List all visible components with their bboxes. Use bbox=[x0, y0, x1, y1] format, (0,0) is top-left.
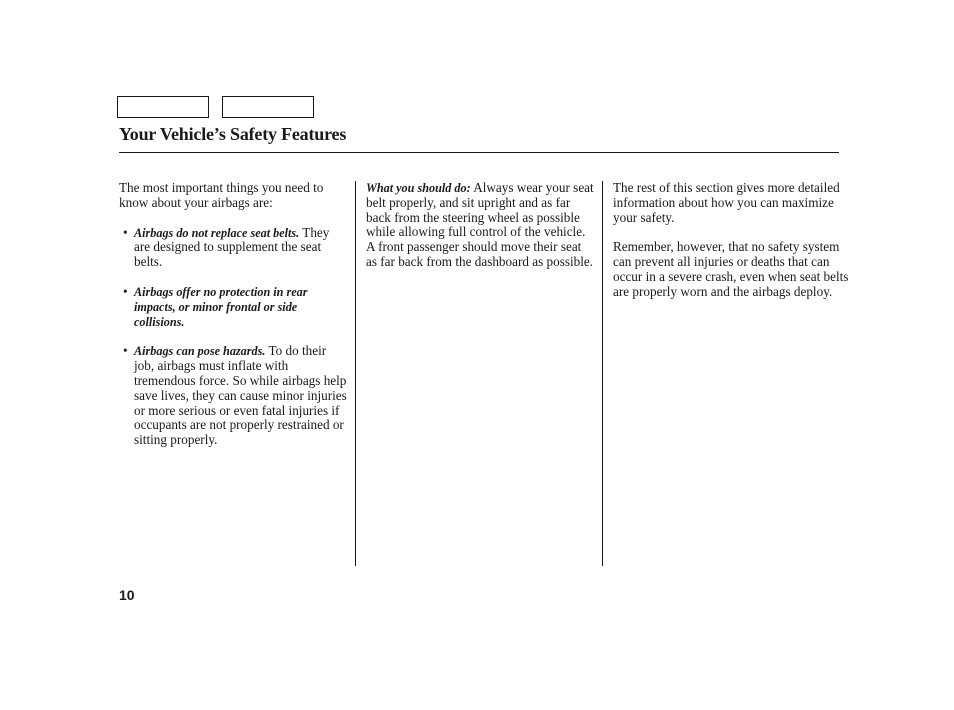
bullet-text: To do their job, airbags must inflate with tremendous force. So while airbags help save lives, they can cause minor injuries or more serious or even fatal injuries if occupants are not properly restrained or sitting properly. bbox=[134, 343, 347, 448]
title-rule bbox=[119, 152, 839, 153]
list-item bbox=[119, 226, 347, 270]
bullet-icon: • bbox=[123, 283, 128, 299]
nav-tab-box-2[interactable] bbox=[222, 96, 314, 118]
bullet-lead: Airbags offer no protection in rear impacts, or minor frontal or side collisions. bbox=[134, 284, 308, 329]
column-divider bbox=[355, 181, 356, 566]
bullet-icon: • bbox=[123, 224, 128, 240]
bullet-icon: • bbox=[123, 343, 128, 359]
nav-tab-box-1[interactable] bbox=[117, 96, 209, 118]
airbag-facts-list bbox=[119, 226, 347, 448]
column-1 bbox=[119, 181, 347, 463]
column-3 bbox=[613, 181, 849, 300]
list-item bbox=[119, 344, 347, 448]
column-divider bbox=[602, 181, 603, 566]
bullet-lead: Airbags do not replace seat belts. bbox=[134, 225, 300, 240]
what-to-do-text: Always wear your seat belt properly, and sit upright and as far back from the steering wheel as possible while allowing full control of the vehicle. A front passenger should move their seat as far back from the dashboard as possible. bbox=[366, 180, 594, 269]
what-to-do-paragraph bbox=[366, 181, 594, 270]
page-number: 10 bbox=[119, 587, 135, 603]
list-item bbox=[119, 285, 347, 329]
intro-paragraph: The most important things you need to know about your airbags are: bbox=[119, 180, 324, 210]
section-title: Your Vehicle’s Safety Features bbox=[119, 124, 347, 144]
rest-of-section-paragraph: The rest of this section gives more detailed information about how you can maximize your safety. bbox=[613, 180, 840, 225]
column-2 bbox=[366, 181, 594, 270]
bullet-text: They are designed to supplement the seat belts. bbox=[134, 224, 330, 270]
what-to-do-lead: What you should do: bbox=[366, 181, 471, 195]
bullet-lead: Airbags can pose hazards. bbox=[134, 344, 266, 359]
remember-paragraph: Remember, however, that no safety system can prevent all injuries or deaths that can occur in a severe crash, even when seat belts are properly worn and the airbags deploy. bbox=[613, 239, 849, 299]
